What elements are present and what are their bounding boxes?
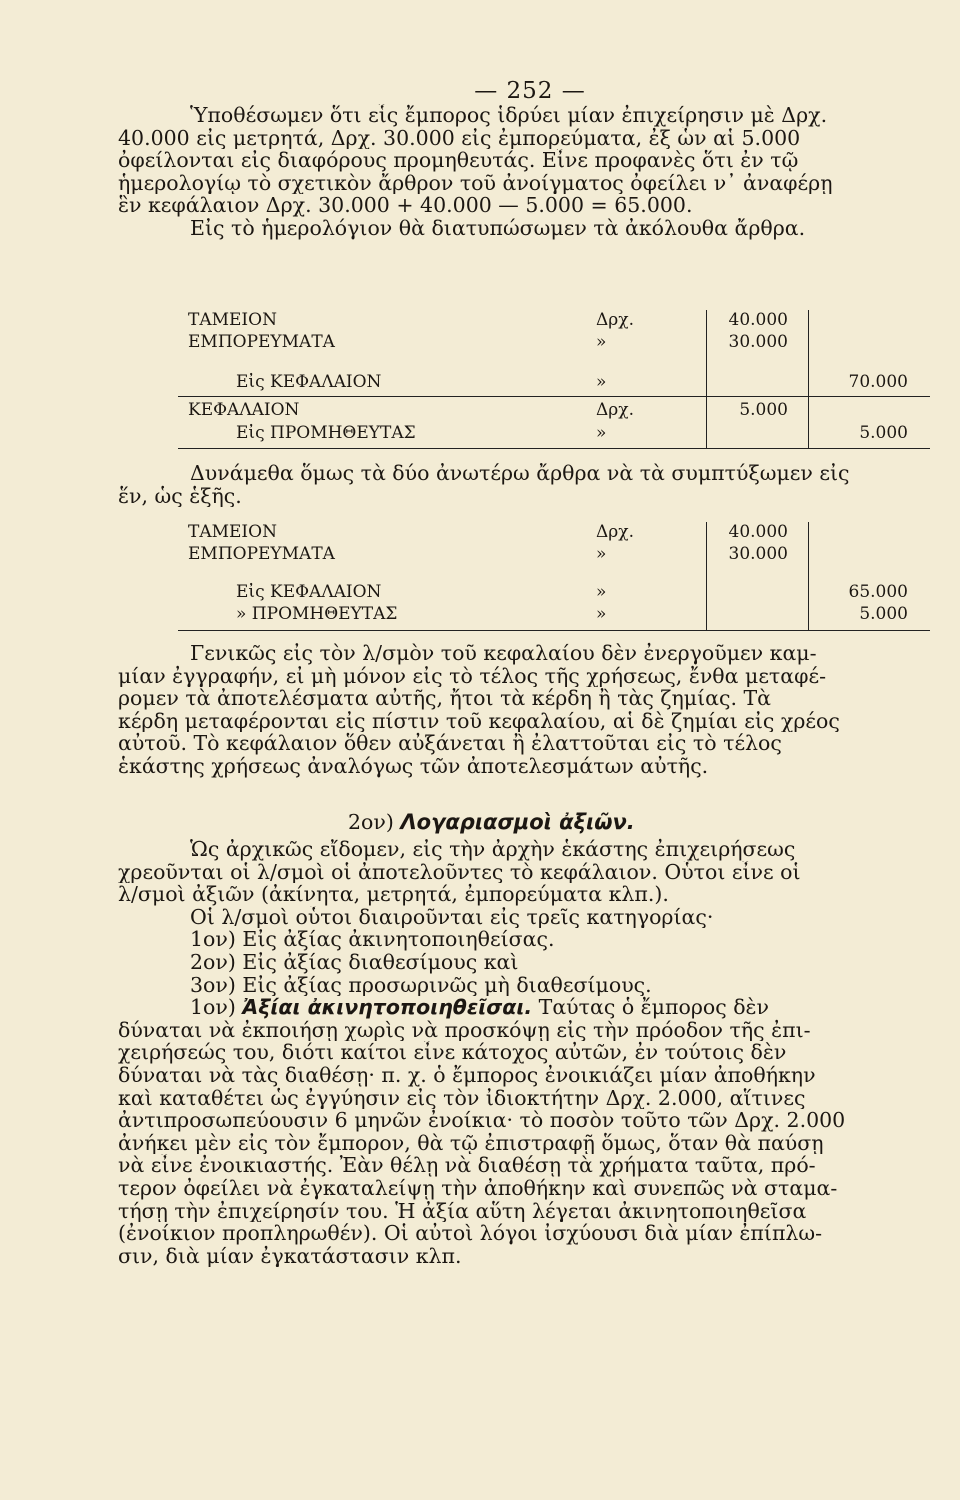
text-line: δύναται νὰ τὰς διαθέσῃ· π. χ. ὁ ἔμπορος ἐνοικιάζει μίαν ἀποθήκην	[118, 1063, 816, 1087]
text-line: Γενικῶς εἰς τὸν λ/σμὸν τοῦ κεφαλαίου δὲν ἐνεργοῦμεν καμ-	[190, 642, 817, 665]
text-line: τερον ὀφείλει νὰ ἐγκαταλείψῃ τὴν ἀποθήκην καὶ συνεπῶς νὰ σταμα-	[118, 1176, 838, 1200]
category-item: 1ον) Εἰς ἀξίας ἀκινητοποιηθείσας.	[190, 928, 555, 951]
text-line: ἕν, ὡς ἑξῆς.	[118, 484, 242, 508]
currency-mark: »	[596, 604, 607, 624]
account-name: ΕΜΠΟΡΕΥΜΑΤΑ	[188, 544, 335, 564]
account-name: ΤΑΜΕΙΟΝ	[188, 522, 277, 542]
debit-amount: 40.000	[728, 310, 788, 330]
account-name: Εἰς ΚΕΦΑΛΑΙΟΝ	[236, 372, 382, 392]
category-item: 2ον) Εἰς ἀξίας διαθεσίμους καὶ	[190, 950, 519, 974]
section-heading	[348, 810, 635, 834]
account-name: Εἰς ΚΕΦΑΛΑΙΟΝ	[236, 582, 382, 602]
credit-amount: 5.000	[859, 604, 908, 624]
text-line: (ἐνοίκιον προπληρωθέν). Οἱ αὐτοὶ λόγοι ἰσχύουσι διὰ μίαν ἐπίπλω-	[118, 1222, 823, 1245]
category-item: 3ον) Εἰς ἀξίας προσωρινῶς μὴ διαθεσίμους.	[190, 973, 652, 997]
account-name: Εἰς ΠΡΟΜΗΘΕΥΤΑΣ	[236, 423, 416, 443]
subsection-text: Ταύτας ὁ ἔμπορος δὲν	[538, 996, 770, 1019]
subsection-line	[118, 996, 928, 1019]
text-line: ἀνήκει μὲν εἰς τὸν ἔμπορον, θὰ τῷ ἐπιστραφῇ ὅμως, ὅταν θὰ παύσῃ	[118, 1131, 824, 1155]
text-line: ἓν κεφάλαιον Δρχ. 30.000 + 40.000 — 5.000 = 65.000.	[118, 194, 693, 217]
currency-mark: »	[596, 372, 607, 392]
text-line: Ὡς ἀρχικῶς εἴδομεν, εἰς τὴν ἀρχὴν ἑκάστης ἐπιχειρήσεως	[190, 838, 796, 861]
text-line: χρεοῦνται οἱ λ/σμοὶ οἱ ἀποτελοῦντες τὸ κεφάλαιον. Οὗτοι εἶνε οἱ	[118, 860, 801, 884]
currency-mark: »	[596, 582, 607, 602]
capital-paragraph	[118, 642, 928, 778]
text-line: μίαν ἐγγραφήν, εἰ μὴ μόνον εἰς τὸ τέλος τῆς χρήσεως, ἔνθα μεταφέ-	[118, 664, 827, 688]
currency-mark: »	[596, 423, 607, 443]
text-line: ἡμερολογίῳ τὸ σχετικὸν ἄρθρον τοῦ ἀνοίγματος ὀφείλει ν᾿ ἀναφέρῃ	[118, 171, 833, 195]
text-line: ὀφείλονται εἰς διαφόρους προμηθευτάς. Εἶνε προφανὲς ὅτι ἐν τῷ	[118, 149, 799, 172]
ledger-rule	[178, 448, 930, 449]
text-line: Δυνάμεθα ὅμως τὰ δύο ἀνωτέρω ἄρθρα νὰ τὰ συμπτύξωμεν εἰς	[190, 462, 850, 485]
text-line: δύναται νὰ ἐκποιήσῃ χωρὶς νὰ προσκόψῃ εἰς τὴν πρόοδον τῆς ἐπι-	[118, 1018, 811, 1042]
text-line: τήσῃ τὴν ἐπιχείρησίν του. Ἡ ἀξία αὕτη λέγεται ἀκινητοποιηθεῖσα	[118, 1199, 807, 1223]
combine-paragraph	[118, 462, 928, 507]
debit-amount: 5.000	[739, 400, 788, 420]
text-line: Εἰς τὸ ἡμερολόγιον θὰ διατυπώσωμεν τὰ ἀκόλουθα ἄρθρα.	[190, 216, 806, 240]
currency-mark: Δρχ.	[596, 310, 634, 330]
text-line: ἑκάστης χρήσεως ἀναλόγως τῶν ἀποτελεσμάτων αὐτῆς.	[118, 754, 709, 778]
account-name: ΕΜΠΟΡΕΥΜΑΤΑ	[188, 332, 335, 352]
ledger-rule	[178, 396, 930, 397]
ledger-rule	[178, 630, 930, 631]
journal-entries-1	[118, 310, 930, 450]
account-name: ΚΕΦΑΛΑΙΟΝ	[188, 400, 300, 420]
text-line: Ὑποθέσωμεν ὅτι εἷς ἔμπορος ἱδρύει μίαν ἐπιχείρησιν μὲ Δρχ.	[190, 104, 828, 127]
section-title: Λογαριασμοὶ ἀξιῶν.	[400, 810, 635, 834]
currency-mark: »	[596, 332, 607, 352]
debit-amount: 40.000	[728, 522, 788, 542]
text-line: κέρδη μεταφέρονται εἰς πίστιν τοῦ κεφαλαίου, αἱ δὲ ζημίαι εἰς χρέος	[118, 709, 840, 733]
currency-mark: »	[596, 544, 607, 564]
debit-amount: 30.000	[728, 332, 788, 352]
column-rule	[706, 310, 707, 448]
credit-amount: 5.000	[859, 423, 908, 443]
text-line: σιν, διὰ μίαν ἐγκατάστασιν κλπ.	[118, 1244, 462, 1268]
debit-amount: 30.000	[728, 544, 788, 564]
currency-mark: Δρχ.	[596, 522, 634, 542]
text-line: λ/σμοὶ ἀξιῶν (ἀκίνητα, μετρητά, ἐμπορεύματα κλπ.).	[118, 883, 669, 906]
text-line: 40.000 εἰς μετρητά, Δρχ. 30.000 εἰς ἐμπορεύματα, ἐξ ὧν αἱ 5.000	[118, 126, 801, 150]
text-line: ρομεν τὰ ἀποτελέσματα αὐτῆς, ἤτοι τὰ κέρδη ἢ τὰς ζημίας. Τὰ	[118, 687, 772, 710]
account-name: » ΠΡΟΜΗΘΕΥΤΑΣ	[236, 604, 398, 624]
page-number: — 252 —	[474, 78, 586, 104]
column-rule	[808, 522, 809, 630]
intro-paragraph	[118, 104, 928, 240]
text-line: ἀντιπροσωπεύουσιν 6 μηνῶν ἐνοίκια· τὸ ποσὸν τοῦτο τῶν Δρχ. 2.000	[118, 1109, 846, 1132]
credit-amount: 65.000	[848, 582, 908, 602]
text-line: χειρήσεώς του, διότι καίτοι εἶνε κάτοχος αὐτῶν, ἐν τούτοις δὲν	[118, 1041, 787, 1064]
text-line: καὶ καταθέτει ὡς ἐγγύησιν εἰς τὸν ἰδιοκτήτην Δρχ. 2.000, αἵτινες	[118, 1086, 806, 1110]
journal-entries-2	[118, 522, 930, 634]
text-line: νὰ εἶνε ἐνοικιαστής. Ἐὰν θέλῃ νὰ διαθέσῃ τὰ χρήματα ταῦτα, πρό-	[118, 1154, 816, 1177]
account-name: ΤΑΜΕΙΟΝ	[188, 310, 277, 330]
text-line: Οἱ λ/σμοὶ οὗτοι διαιροῦνται εἰς τρεῖς κατηγορίας·	[190, 905, 714, 929]
text-line: αὐτοῦ. Τὸ κεφάλαιον ὅθεν αὐξάνεται ἢ ἐλαττοῦται εἰς τὸ τέλος	[118, 732, 782, 755]
currency-mark: Δρχ.	[596, 400, 634, 420]
column-rule	[808, 310, 809, 448]
values-paragraph	[118, 838, 928, 1267]
subsection-number: 1ον)	[190, 996, 236, 1019]
section-number: 2ον)	[348, 810, 394, 834]
column-rule	[706, 522, 707, 630]
subsection-title: Ἀξίαι ἀκινητοποιηθεῖσαι.	[242, 996, 533, 1019]
credit-amount: 70.000	[848, 372, 908, 392]
